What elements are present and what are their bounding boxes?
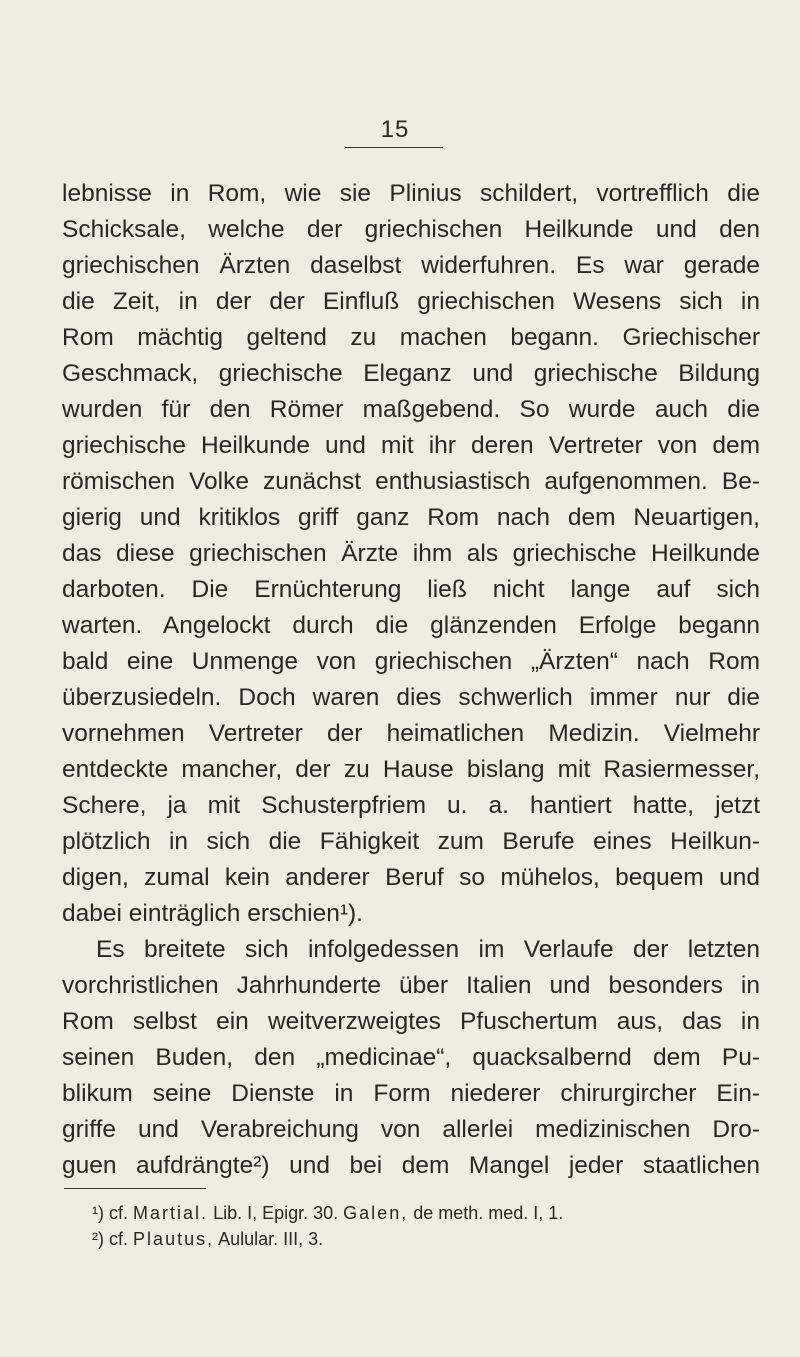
text-line: Schere, ja mit Schusterpfriem u. a. hantiert hatte, jetzt	[62, 792, 760, 819]
page-number-rule	[345, 147, 443, 148]
text-line: Rom mächtig geltend zu machen begann. Griechischer	[62, 324, 760, 351]
text-line: Geschmack, griechische Eleganz und griechische Bildung	[62, 360, 760, 387]
text-line: griechischen Ärzten daselbst widerfuhren. Es war gerade	[62, 252, 760, 279]
footnote-text: de meth. med. I, 1.	[413, 1203, 564, 1223]
text-line: Es breitete sich infolgedessen im Verlaufe der letzten	[96, 936, 760, 963]
text-line: entdeckte mancher, der zu Hause bislang mit Rasiermesser,	[62, 756, 760, 783]
text-line: griechische Heilkunde und mit ihr deren Vertreter von dem	[62, 432, 760, 459]
footnote-rule	[64, 1188, 206, 1189]
footnote-text: Aulular. III, 3.	[218, 1229, 324, 1249]
footnote-1	[92, 1200, 563, 1226]
text-line: römischen Volke zunächst enthusiastisch aufgenommen. Be-	[62, 468, 760, 495]
text-line: vorchristlichen Jahrhunderte über Italien und besonders in	[62, 972, 760, 999]
text-line: Schicksale, welche der griechischen Heilkunde und den	[62, 216, 760, 243]
text-line: wurden für den Römer maßgebend. So wurde auch die	[62, 396, 760, 423]
text-line: das diese griechischen Ärzte ihm als griechische Heilkunde	[62, 540, 760, 567]
text-line: die Zeit, in der der Einfluß griechischen Wesens sich in	[62, 288, 760, 315]
text-line: bald eine Unmenge von griechischen „Ärzten“ nach Rom	[62, 648, 760, 675]
text-line: gierig und kritiklos griff ganz Rom nach dem Neuartigen,	[62, 504, 760, 531]
footnote-mark: ²)	[92, 1229, 104, 1249]
footnote-prefix: cf.	[109, 1203, 129, 1223]
text-line: Rom selbst ein weitverzweigtes Pfuschertum aus, das in	[62, 1008, 760, 1035]
text-line: warten. Angelockt durch die glänzenden Erfolge begann	[62, 612, 760, 639]
text-line: blikum seine Dienste in Form niederer chirurgircher Ein-	[62, 1080, 760, 1107]
text-line: griffe und Verabreichung von allerlei medizinischen Dro-	[62, 1116, 760, 1143]
footnote-author: Galen,	[343, 1203, 409, 1223]
text-line: seinen Buden, den „medicinae“, quacksalbernd dem Pu-	[62, 1044, 760, 1071]
footnote-prefix: cf.	[109, 1229, 129, 1249]
text-line: guen aufdrängte²) und bei dem Mangel jeder staatlichen	[62, 1152, 760, 1179]
text-line: dabei einträglich erschien¹).	[62, 900, 363, 927]
page-number: 15	[380, 116, 410, 143]
footnote-author: Plautus,	[133, 1229, 215, 1249]
footnote-text: Lib. I, Epigr. 30.	[213, 1203, 339, 1223]
text-line: plötzlich in sich die Fähigkeit zum Berufe eines Heilkun-	[62, 828, 760, 855]
footnote-author: Martial.	[133, 1203, 209, 1223]
footnote-2	[92, 1226, 323, 1252]
text-line: darboten. Die Ernüchterung ließ nicht lange auf sich	[62, 576, 760, 603]
footnote-mark: ¹)	[92, 1203, 104, 1223]
text-line: digen, zumal kein anderer Beruf so mühelos, bequem und	[62, 864, 760, 891]
text-line: vornehmen Vertreter der heimatlichen Medizin. Vielmehr	[62, 720, 760, 747]
text-line: lebnisse in Rom, wie sie Plinius schildert, vortrefflich die	[62, 180, 760, 207]
text-line: überzusiedeln. Doch waren dies schwerlich immer nur die	[62, 684, 760, 711]
